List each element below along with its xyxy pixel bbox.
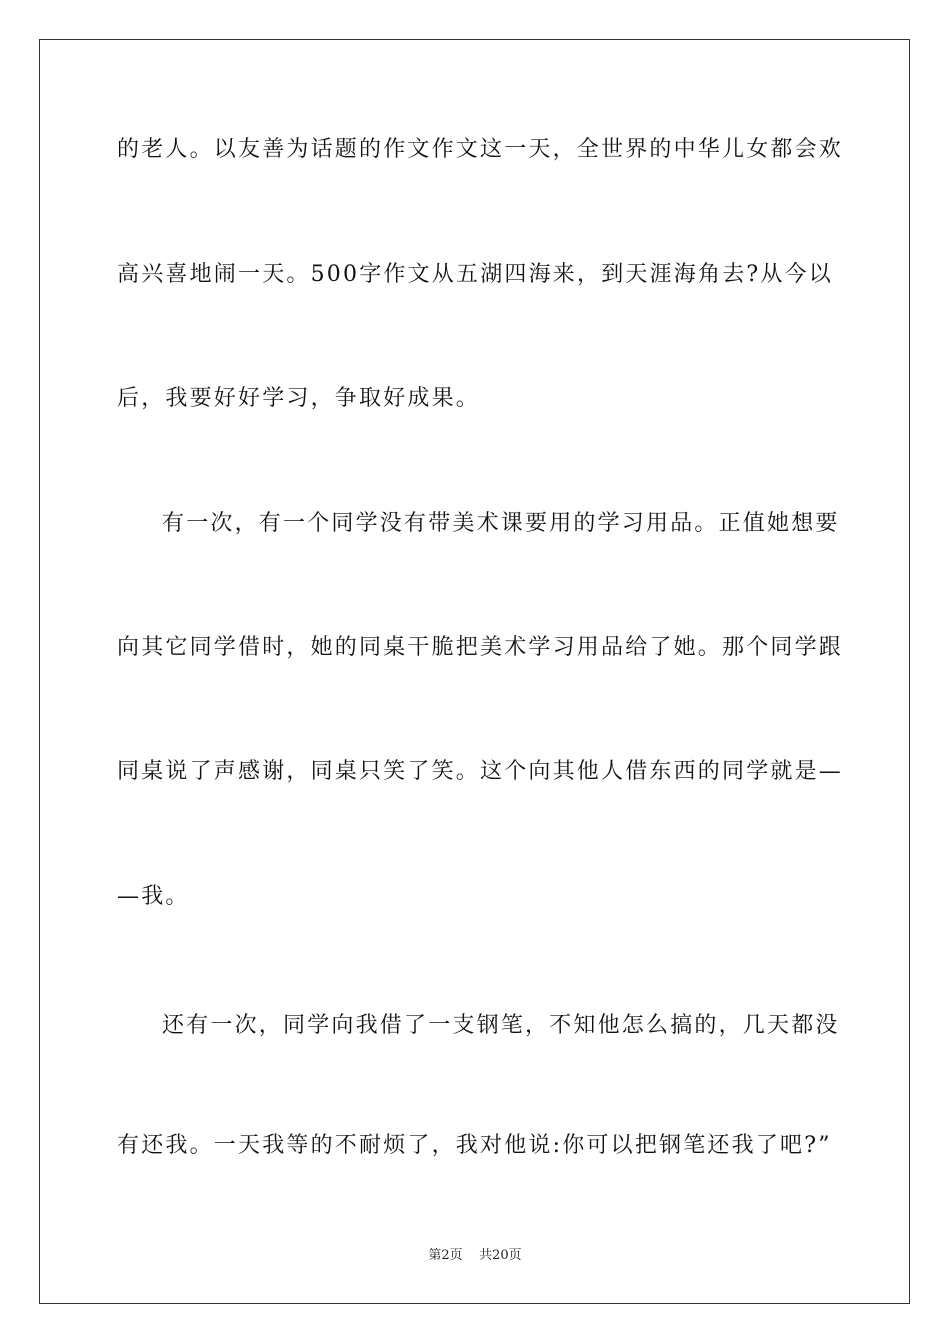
text-line: 向其它同学借时，她的同桌干脆把美术学习用品给了她。那个同学跟 [117,635,844,660]
page-footer [0,1247,950,1265]
text-line: 高兴喜地闹一天。500字作文从五湖四海来，到天涯海角去?从今以 [117,262,833,287]
text-line: —我。 [117,884,190,909]
page-number: 第2页 [428,1248,463,1263]
page-frame [39,39,910,1304]
paragraph-first-line: 有一次，有一个同学没有带美术课要用的学习用品。正值她想要 [162,511,840,536]
text-line: 同桌说了声感谢，同桌只笑了笑。这个向其他人借东西的同学就是— [117,759,844,784]
text-line: 有还我。一天我等的不耐烦了，我对他说:你可以把钢笔还我了吧?” [117,1133,832,1158]
text-line: 后，我要好好学习，争取好成果。 [117,386,481,411]
text-line: 的老人。以友善为话题的作文作文这一天，全世界的中华儿女都会欢 [117,137,844,162]
paragraph-first-line: 还有一次，同学向我借了一支钢笔，不知他怎么搞的，几天都没 [162,1013,840,1038]
page-total: 共20页 [479,1248,522,1263]
